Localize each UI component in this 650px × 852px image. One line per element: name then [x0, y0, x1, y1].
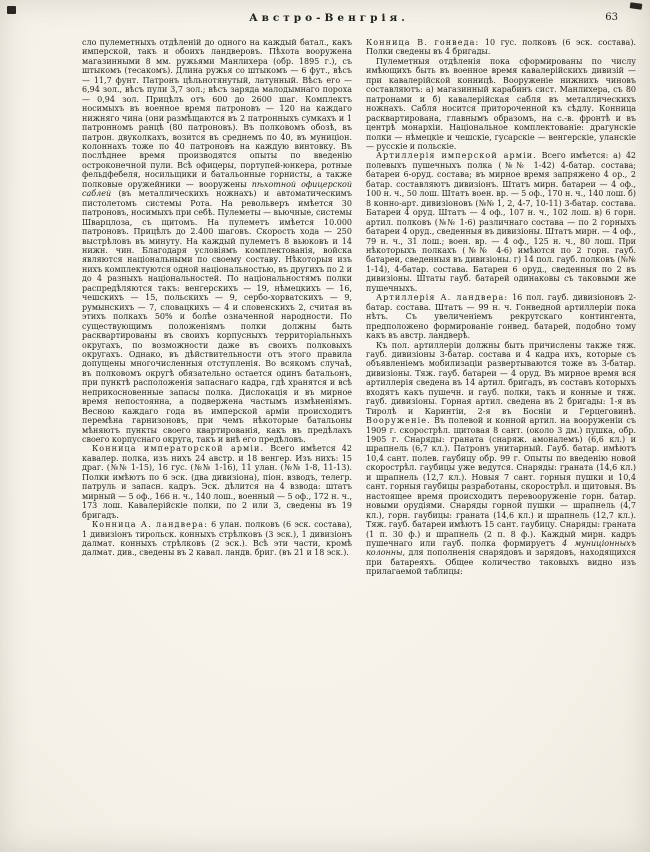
paragraph-text: Въ полевой и конной артил. на вооруженіи съ 1909 г. скорострѣл. щитовая 8 сант. (около 3 дм.) пушка, обр. 1905 г. Снаряды: граната (снаряж. амоналемъ) (6,6 кл.) и шрапнель (6,7 кл.). Патронъ унитарный. Гауб. батар. имѣютъ 10,4 сант. полев. гаубицу обр. 99 г. Опыты по введенію новой скорострѣл. гаубицы уже ведутся. Снаряды: граната (14,6 кл.) и шрапнель (12,7 кл.). Новыя 7 сант. горныя пушки и 10,4 сант. горныя гаубицы разработаны, скорострѣл. и щитовыя. Въ настоящее время происходитъ перевооруженіе горн. батар. новыми орудіями. Снаряды горной пушки — шрапнель (4,7 кл.), горн. гаубицы: граната (14,6 кл.) и шрапнель (12,7 кл.). Тяж. гауб. батареи имѣютъ 15 сант. гаубицу. Снаряды: граната (1 п. 30 ф.) и шрапнель (2 п. 8 ф.). Каждый мирн. кадръ пушечнаго или гауб. полка формируетъ: [366, 416, 636, 549]
paragraph-text: (въ металлическихъ ножнахъ) и автоматическимъ пистолетомъ системы Рота. На револьверъ имѣется 30 патроновъ, носимыхъ при себѣ. Пулеметы — вьючные, системы Шварцлоза, съ щитомъ. На пулеметъ имѣется 10.000 патроновъ. Прицѣлъ до 2.400 шаговъ. Скорость хода — 250 выстрѣловъ въ минуту. На каждый пулеметъ 8 вьюковъ и 14 нижн. чин. Благодаря условіямъ комплектованія, войска являются національными по своему составу. Нѣкоторыя изъ нихъ комплектуются одной національностью, въ другихъ по 2 и до 4 разныхъ національностей. По національностямъ полки распредѣляются такъ: венгерскихъ — 19, нѣмецкихъ — 16, чешскихъ — 15, польскихъ — 9, сербо-хорватскихъ — 9, румынскихъ — 7, словацкихъ — 4 и словенскихъ 2, считая въ этихъ полкахъ 50% и болѣе означенной народности. По существующимъ положеніямъ полки должны быть расквартированы въ своихъ корпусныхъ территоріальныхъ округахъ, по возможности даже въ своихъ полковыхъ округахъ. Однако, въ дѣйствительности отъ этого правила допущены многочисленныя отступленія. Во всякомъ случаѣ, въ полковомъ округѣ обязательно остается одинъ батальонъ, при пунктѣ расположенія запаснаго кадра, гдѣ хранятся и всѣ неприкосновенные запасы полка. Дислокація и въ мирное время непостоянна, а подвержена частымъ измѣненіямъ. Весною каждаго года въ имперской арміи происходитъ перемѣна гарнизоновъ, при чемъ нѣкоторые батальоны мѣняютъ пункты своего квартированія, какъ въ предѣлахъ своего корпуснаго округа, такъ и внѣ его предѣловъ.: [82, 189, 352, 445]
page-header: [82, 12, 636, 30]
paragraph-text-italic: 4 муниціонныхъ колонны: [366, 539, 637, 558]
paragraph-text: сло пулеметныхъ отдѣленій до одного на каждый батал., какъ имперской, такъ и обоихъ ландверовъ. Пѣхота вооружена магазинными 8 мм. ружьями Манлихера (обр. 1895 г.), съ штыкомъ (тесакомъ). Длина ружья со штыкомъ — 6 фут., вѣсъ — 11,7 фунт. Патронъ цѣльнотянутый, латунный. Вѣсъ его — 6,94 зол., вѣсъ пули 3,7 зол.; вѣсъ заряда малодымнаго пороха — 0,94 зол. Прицѣлъ отъ 600 до 2600 шаг. Комплектъ носимыхъ въ военное время патроновъ — 120 на каждаго нижняго чина (они размѣщаются въ 2 патронныхъ сумкахъ и 1 патронномъ ранцѣ (80 патроновъ). Въ полковомъ обозѣ, въ патрон. двуколкахъ, возится въ среднемъ по 40, въ муниціон. колоннахъ тоже по 40 патроновъ на каждую винтовку. Въ послѣднее время производятся опыты по введенію остроконечной пули. Всѣ офицеры, портупей-юнкера, ротные фельдфебеля, носильщики и батальонные горнисты, а также полковые оружейники — вооружены: [82, 38, 352, 189]
paragraph-lead: Артиллерія А. ландвера:: [376, 293, 509, 303]
paragraph: [366, 151, 636, 293]
paragraph-text: 10 гус. полковъ (6 эск. состава). Полки сведены въ 4 бригады.: [366, 38, 636, 57]
paragraph: [366, 341, 636, 577]
paragraph: [366, 293, 636, 340]
paragraph-lead: Конница А. ландвера:: [92, 520, 208, 530]
paragraph: [82, 38, 352, 444]
paragraph: [82, 520, 352, 558]
paragraph-text: Пулеметныя отдѣленія пока сформированы по числу имѣющихъ быть въ военное время кавалерійскихъ дивизій — при кавалерійской конницѣ. Вооруженіе нижнихъ чиновъ составляютъ: а) магазинный карабинъ сист. Манлихера, съ 80 патронами и б) кавалерійская сабля въ металлическихъ ножнахъ. Сабля носится притороченной къ сѣдлу. Конница расквартирована, главнымъ образомъ, на с.-в. фронтѣ и въ центрѣ монархіи. Національное комплектованіе: драгунскіе полки — нѣмецкіе и чешскіе, гусарскіе — венгерскіе, уланскіе — русскіе и польскіе.: [366, 56, 636, 151]
paragraph-text: Всего имѣется 42 кавалер. полка, изъ нихъ 24 австр. и 18 венгер. Изъ нихъ: 15 драг. (№№ 1-15), 16 гус. (№№ 1-16), 11 улан. (№№ 1-8, 11-13). Полки имѣютъ по 6 эск. (два дивизіона), піон. взводъ, телегр. патруль и запасн. кадръ. Эск. дѣлится на 4 взвода: штатъ мирный — 5 оф., 166 н. ч., 140 лош., военный — 5 оф., 172 н. ч., 173 лош. Кавалерійскіе полки, по 2 или 3, сведены въ 19 бригадъ.: [82, 444, 352, 520]
scan-artifact-top-right: [630, 2, 643, 10]
right-column: [366, 38, 636, 577]
paragraph-text: Къ пол. артиллеріи должны быть причислены также тяж. гауб. дивизіоны 3-батар. состава и 4 кадра ихъ, которые съ объявленіемъ мобилизаціи развертываются тоже въ 3-батар. дивизіоны. Тяж. гауб. батареи — 4 оруд. Въ мирное время вся артиллерія сведена въ 14 артил. бригадъ, въ составъ которыхъ входятъ какъ пушечн. и гауб. полки, такъ и конные и тяж. гауб. дивизіоны. Горная артил. сведена въ 2 бригады: 1-я въ Тиролѣ и Каринтіи, 2-я въ Босніи и Герцеговинѣ.: [366, 340, 636, 416]
page-number: 63: [605, 12, 618, 23]
left-column: [82, 38, 352, 558]
paragraph-text: 16 пол. гауб. дивизіоновъ 2-батар. состава. Штатъ — 99 н. ч. Гонведной артиллеріи пока нѣтъ. Съ увеличеніемъ рекрутскаго контингента, предположено формированіе гонвед. батарей, подобно тому какъ въ австр. ландверѣ.: [366, 293, 636, 341]
paragraph-text: , для пополненія снарядовъ и зарядовъ, находящихся при батареяхъ. Общее количество таковыхъ видно изъ прилагаемой таблицы:: [366, 548, 636, 577]
scan-artifact-top-left: [7, 6, 16, 14]
paragraph-text: Всего имѣется: а) 42 полевыхъ пушечныхъ полка (№№ 1-42) 4-батар. состава; батареи 6-оруд. состава; въ мирное время запряжено 4 ор., 2 батар. составляютъ дивизіонъ. Штатъ мирн. батареи — 4 оф., 100 н. ч., 50 лош. Штатъ воен. вр. — 5 оф., 170 н. ч., 140 лош. б) 8 конно-арт. дивизіоновъ (№№ 1, 2, 4-7, 10-11) 3-батар. состава. Батареи 4 оруд. Штатъ — 4 оф., 107 н. ч., 102 лош. в) 6 горн. артил. полковъ (№№ 1-6) различнаго состава — по 2 горныхъ батареи 4 оруд., сведенныя въ дивизіоны. Штатъ мирн. — 4 оф., 79 н. ч., 31 лош.; воен. вр. — 4 оф., 125 н. ч., 80 лош. При нѣкоторыхъ полкахъ (№№ 4-6) имѣются по 2 горн. гауб. батареи, сведенныя въ дивизіоны. г) 14 пол. гауб. полковъ (№№ 1-14), 4-батар. состава. Батареи 6 оруд., сведенныя по 2 въ дивизіоны. Штаты гауб. батарей одинаковы съ таковыми же пушечныхъ.: [366, 151, 636, 293]
paragraph: [82, 444, 352, 520]
paragraph-lead: Артиллерія имперской арміи.: [376, 151, 537, 161]
paragraph-lead: Конница В. гонведа:: [366, 38, 480, 47]
page-title: Австро-Венгрія.: [249, 12, 409, 24]
paragraph-lead: Конница императорской арміи.: [92, 444, 265, 454]
paragraph: [366, 38, 636, 57]
paragraph-lead: Вооруженіе.: [366, 416, 431, 426]
paragraph-text: 6 улан. полковъ (6 эск. состава), 1 дивизіонъ тирольск. конныхъ стрѣлковъ (3 эск.), 1 дивизіонъ далмат. конныхъ стрѣлковъ (2 эск.). Всѣ эти части, кромѣ далмат. див., сведены въ 2 кавал. ландв. бриг. (въ 21 и 18 эск.).: [82, 520, 352, 558]
text-columns: [82, 38, 636, 577]
paragraph-text-italic: пѣхотной офицерской саблей: [82, 179, 352, 199]
paragraph: [366, 57, 636, 152]
